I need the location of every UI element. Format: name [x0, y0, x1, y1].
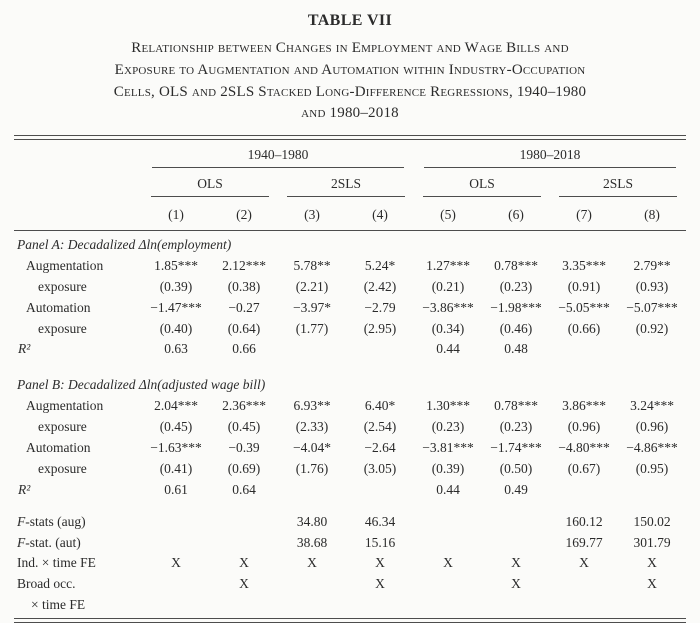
data-cell: 3.24***: [630, 398, 674, 414]
data-cell: 150.02: [633, 513, 671, 529]
data-cell: (0.95): [635, 460, 669, 476]
row-label: Automation: [26, 440, 91, 456]
data-cell: [278, 574, 346, 595]
data-cell: −1.74***: [490, 440, 542, 456]
data-cell: (3.05): [363, 460, 397, 476]
data-cell: [414, 512, 482, 533]
data-cell: 0.44: [436, 341, 460, 357]
method-group-2sls-2: [550, 169, 686, 198]
method-group-ols-1: [142, 169, 278, 198]
data-cell: (0.66): [567, 320, 601, 336]
data-cell: 15.16: [364, 534, 396, 550]
data-cell: (0.69): [227, 460, 261, 476]
row-label: × time FE: [31, 597, 86, 613]
data-cell: 2.12***: [222, 257, 266, 273]
data-cell: −4.04*: [293, 440, 331, 456]
data-cell: [618, 339, 686, 360]
period-label: 1980–2018: [424, 147, 676, 168]
data-cell: X: [511, 576, 521, 592]
data-cell: 5.78**: [293, 257, 331, 273]
data-cell: [550, 595, 618, 616]
data-cell: (0.39): [159, 278, 193, 294]
data-cell: (0.64): [227, 320, 261, 336]
table-row: [14, 595, 686, 616]
column-number: (4): [346, 198, 414, 231]
data-cell: [142, 595, 210, 616]
table-row: [14, 256, 686, 277]
data-cell: X: [375, 576, 385, 592]
data-cell: [142, 574, 210, 595]
data-cell: [142, 533, 210, 554]
column-number: (3): [278, 198, 346, 231]
column-number: (2): [210, 198, 278, 231]
data-cell: X: [647, 576, 657, 592]
method-header-row: [14, 169, 686, 198]
data-cell: 38.68: [296, 534, 328, 550]
data-cell: −0.27: [228, 299, 260, 315]
panel-title: Panel B: Decadalized Δln(adjusted wage bill): [17, 377, 266, 393]
empty-cell: [14, 198, 142, 231]
method-label: 2SLS: [287, 176, 405, 197]
data-cell: −1.98***: [490, 299, 542, 315]
data-cell: (0.38): [227, 278, 261, 294]
data-cell: 0.78***: [494, 257, 538, 273]
data-cell: (0.23): [431, 419, 465, 435]
data-cell: 301.79: [633, 534, 671, 550]
row-label: R²: [18, 341, 31, 357]
regression-table: [14, 140, 686, 616]
period-header-row: [14, 140, 686, 169]
row-label: exposure: [38, 419, 87, 435]
data-cell: 2.79**: [633, 257, 671, 273]
caption-line: Relationship between Changes in Employment and Wage Bills and: [131, 40, 569, 56]
data-cell: [550, 574, 618, 595]
data-cell: [278, 339, 346, 360]
method-label: 2SLS: [559, 176, 677, 197]
row-label: Ind. × time FE: [17, 555, 96, 571]
data-cell: 6.40*: [364, 398, 396, 414]
data-cell: 1.30***: [426, 398, 470, 414]
data-cell: [346, 480, 414, 501]
data-cell: X: [239, 576, 249, 592]
column-number: (6): [482, 198, 550, 231]
data-cell: −5.05***: [558, 299, 610, 315]
data-cell: [210, 595, 278, 616]
row-label: F-stat. (aut): [17, 534, 81, 550]
table-row: [14, 438, 686, 459]
data-cell: 0.78***: [494, 398, 538, 414]
data-cell: −3.86***: [422, 299, 474, 315]
table-row: [14, 339, 686, 360]
data-cell: [482, 595, 550, 616]
row-label: F-stats (aug): [17, 513, 86, 529]
table-row: [14, 298, 686, 319]
row-label: exposure: [38, 278, 87, 294]
panel-title: Panel A: Decadalized Δln(employment): [17, 237, 232, 252]
data-cell: [278, 595, 346, 616]
spacer-row: [14, 501, 686, 512]
data-cell: X: [171, 555, 181, 571]
caption-line: and 1980–2018: [301, 105, 399, 122]
data-cell: X: [579, 555, 589, 571]
data-cell: [414, 595, 482, 616]
data-cell: (0.45): [159, 419, 193, 435]
table-row: [14, 277, 686, 298]
data-cell: −4.86***: [626, 440, 678, 456]
data-cell: 169.77: [565, 534, 603, 550]
method-label: OLS: [151, 176, 269, 197]
table-row: [14, 512, 686, 533]
data-cell: [346, 595, 414, 616]
data-cell: 0.44: [436, 481, 460, 497]
data-cell: 5.24*: [364, 257, 396, 273]
data-cell: 46.34: [364, 513, 396, 529]
data-cell: X: [375, 555, 385, 571]
data-cell: X: [239, 555, 249, 571]
data-cell: (2.33): [295, 419, 329, 435]
empty-cell: [14, 140, 142, 169]
caption-line: Exposure to Augmentation and Automation within Industry-Occupation: [114, 61, 586, 78]
data-cell: −3.97*: [293, 299, 331, 315]
method-label: OLS: [423, 176, 541, 197]
data-cell: 1.27***: [426, 257, 470, 273]
data-cell: 3.35***: [562, 257, 606, 273]
data-cell: (0.34): [431, 320, 465, 336]
table-row: [14, 553, 686, 574]
data-cell: −4.80***: [558, 440, 610, 456]
data-cell: X: [511, 555, 521, 571]
data-cell: −5.07***: [626, 299, 678, 315]
data-cell: 3.86***: [562, 398, 606, 414]
data-cell: X: [443, 555, 453, 571]
data-cell: −3.81***: [422, 440, 474, 456]
data-cell: (0.96): [567, 419, 601, 435]
data-cell: (0.46): [499, 320, 533, 336]
column-number: (8): [618, 198, 686, 231]
data-cell: [346, 339, 414, 360]
data-cell: (0.91): [567, 278, 601, 294]
data-cell: [550, 480, 618, 501]
data-cell: (0.92): [635, 320, 669, 336]
data-cell: [618, 480, 686, 501]
table-row: [14, 459, 686, 480]
data-cell: (1.77): [295, 320, 329, 336]
data-cell: (0.93): [635, 278, 669, 294]
row-label: exposure: [38, 320, 87, 336]
data-cell: (0.21): [431, 278, 465, 294]
data-cell: [414, 533, 482, 554]
data-cell: [278, 480, 346, 501]
table-caption: [14, 38, 686, 125]
row-label: R²: [18, 481, 31, 497]
data-cell: (2.54): [363, 419, 397, 435]
data-cell: (2.42): [363, 278, 397, 294]
table-row: [14, 417, 686, 438]
data-cell: (2.21): [295, 278, 329, 294]
data-cell: (2.95): [363, 320, 397, 336]
table-row: [14, 574, 686, 595]
data-cell: 34.80: [296, 513, 328, 529]
data-cell: [210, 512, 278, 533]
data-cell: 0.64: [232, 481, 256, 497]
row-label: exposure: [38, 460, 87, 476]
data-cell: (0.67): [567, 460, 601, 476]
column-number: (7): [550, 198, 618, 231]
data-cell: 0.61: [164, 481, 188, 497]
data-cell: X: [307, 555, 317, 571]
period-label: 1940–1980: [152, 147, 404, 168]
data-cell: (0.41): [159, 460, 193, 476]
data-cell: X: [647, 555, 657, 571]
period-group-1980-2018: [414, 140, 686, 169]
row-label: Augmentation: [26, 398, 104, 414]
data-cell: 6.93**: [293, 398, 331, 414]
data-cell: 0.48: [504, 341, 528, 357]
panel-a-title-row: [14, 231, 686, 256]
row-label: Automation: [26, 299, 91, 315]
table-row: [14, 319, 686, 340]
data-cell: (0.45): [227, 419, 261, 435]
data-cell: (1.76): [295, 460, 329, 476]
data-cell: −0.39: [228, 440, 260, 456]
data-cell: 0.66: [232, 341, 256, 357]
data-cell: [142, 512, 210, 533]
data-cell: [414, 574, 482, 595]
data-cell: [482, 512, 550, 533]
data-cell: 0.63: [164, 341, 188, 357]
data-cell: (0.23): [499, 419, 533, 435]
data-cell: [210, 533, 278, 554]
data-cell: 160.12: [565, 513, 603, 529]
table-row: [14, 533, 686, 554]
method-group-ols-2: [414, 169, 550, 198]
column-number: (5): [414, 198, 482, 231]
table-row: [14, 480, 686, 501]
data-cell: 1.85***: [154, 257, 198, 273]
panel-b-title-row: [14, 371, 686, 396]
spacer-row: [14, 360, 686, 371]
column-number: (1): [142, 198, 210, 231]
table-number: TABLE VII: [307, 12, 393, 29]
data-cell: [618, 595, 686, 616]
method-group-2sls-1: [278, 169, 414, 198]
data-cell: (0.23): [499, 278, 533, 294]
data-cell: 2.36***: [222, 398, 266, 414]
column-number-row: [14, 198, 686, 231]
data-cell: 2.04***: [154, 398, 198, 414]
data-cell: [550, 339, 618, 360]
data-cell: −1.47***: [150, 299, 202, 315]
empty-cell: [14, 169, 142, 198]
data-cell: (0.50): [499, 460, 533, 476]
row-label: Broad occ.: [17, 576, 76, 592]
table-row: [14, 396, 686, 417]
data-cell: −2.64: [364, 440, 396, 456]
data-cell: 0.49: [504, 481, 528, 497]
period-group-1940-1980: [142, 140, 414, 169]
data-cell: (0.39): [431, 460, 465, 476]
data-cell: −2.79: [364, 299, 396, 315]
data-cell: (0.96): [635, 419, 669, 435]
caption-line: Cells, OLS and 2SLS Stacked Long-Difference Regressions, 1940–1980: [113, 83, 587, 100]
data-cell: (0.40): [159, 320, 193, 336]
row-label: Augmentation: [26, 257, 104, 273]
data-cell: −1.63***: [150, 440, 202, 456]
data-cell: [482, 533, 550, 554]
